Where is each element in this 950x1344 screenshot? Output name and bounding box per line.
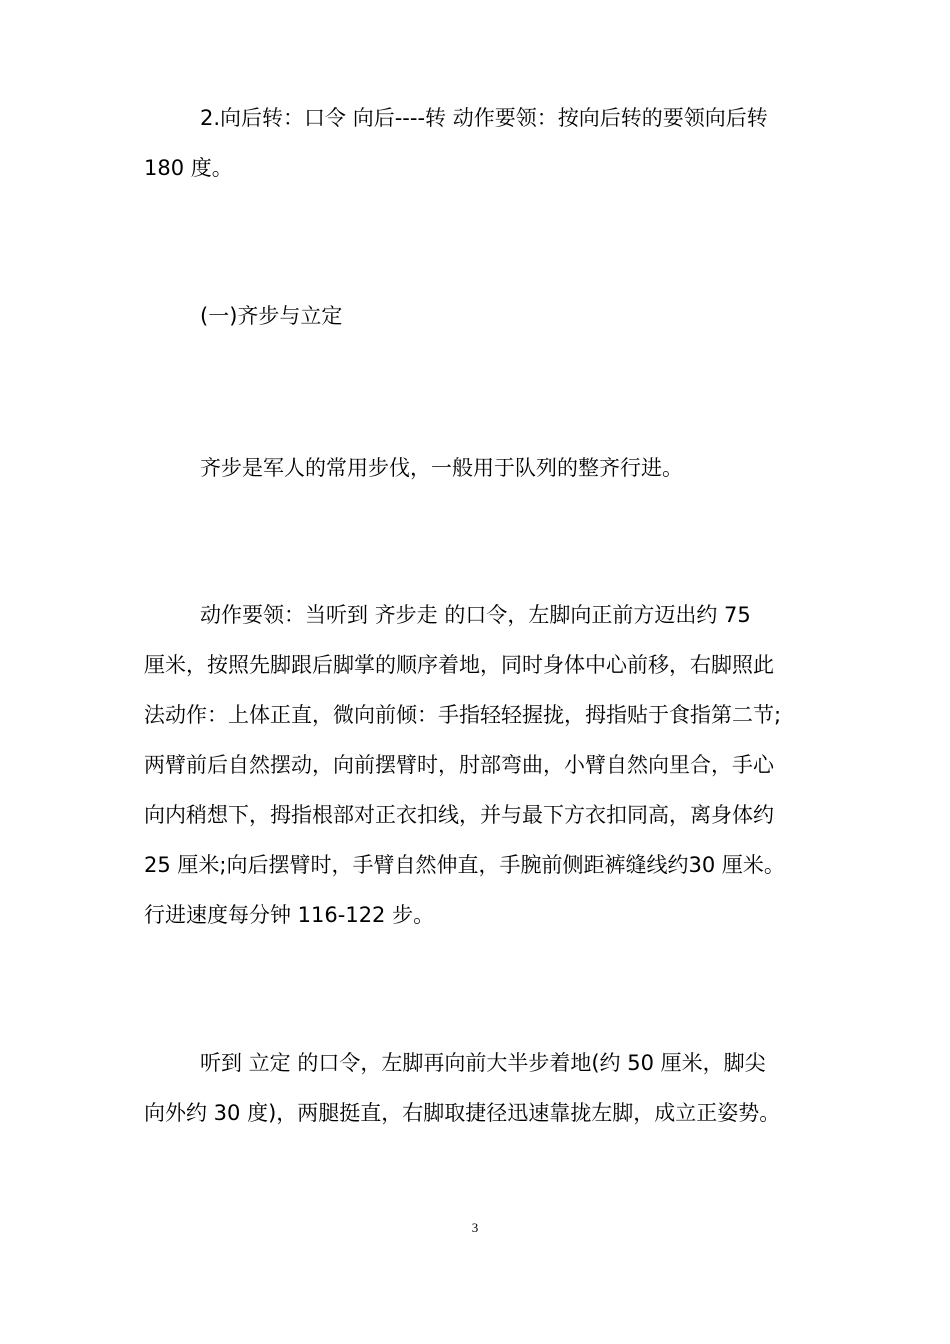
page-number: 3	[471, 1220, 479, 1235]
paragraph-line: 向外约 30 度)，两腿挺直，右脚取捷径迅速靠拢左脚，成立正姿势。	[144, 1101, 781, 1125]
section-heading	[144, 291, 816, 341]
paragraph-quick-march-intro	[144, 443, 816, 493]
paragraph-line: 180 度。	[144, 156, 233, 180]
paragraph-line: 厘米，按照先脚跟后脚掌的顺序着地，同时身体中心前移，右脚照此	[144, 653, 774, 677]
paragraph-line: 向内稍想下，拇指根部对正衣扣线，并与最下方衣扣同高，离身体约	[144, 803, 774, 827]
heading-line: (一)齐步与立定	[200, 304, 343, 328]
paragraph-line: 齐步是军人的常用步伐，一般用于队列的整齐行进。	[200, 456, 683, 480]
paragraph-halt	[144, 1038, 816, 1138]
paragraph-about-face	[144, 93, 816, 193]
paragraph-line: 行进速度每分钟 116-122 步。	[144, 903, 435, 927]
paragraph-line: 法动作：上体正直，微向前倾：手指轻轻握拢，拇指贴于食指第二节;	[144, 703, 782, 727]
paragraph-line: 2.向后转：口令 向后----转 动作要领：按向后转的要领向后转	[200, 106, 768, 130]
paragraph-line: 听到 立定 的口令，左脚再向前大半步着地(约 50 厘米，脚尖	[200, 1051, 766, 1075]
paragraph-line: 动作要领：当听到 齐步走 的口令，左脚向正前方迈出约 75	[200, 603, 751, 627]
paragraph-line: 两臂前后自然摆动，向前摆臂时，肘部弯曲，小臂自然向里合，手心	[144, 753, 774, 777]
paragraph-line: 25 厘米;向后摆臂时，手臂自然伸直，手腕前侧距裤缝线约30 厘米。	[144, 853, 785, 877]
paragraph-quick-march-essentials	[144, 590, 816, 940]
